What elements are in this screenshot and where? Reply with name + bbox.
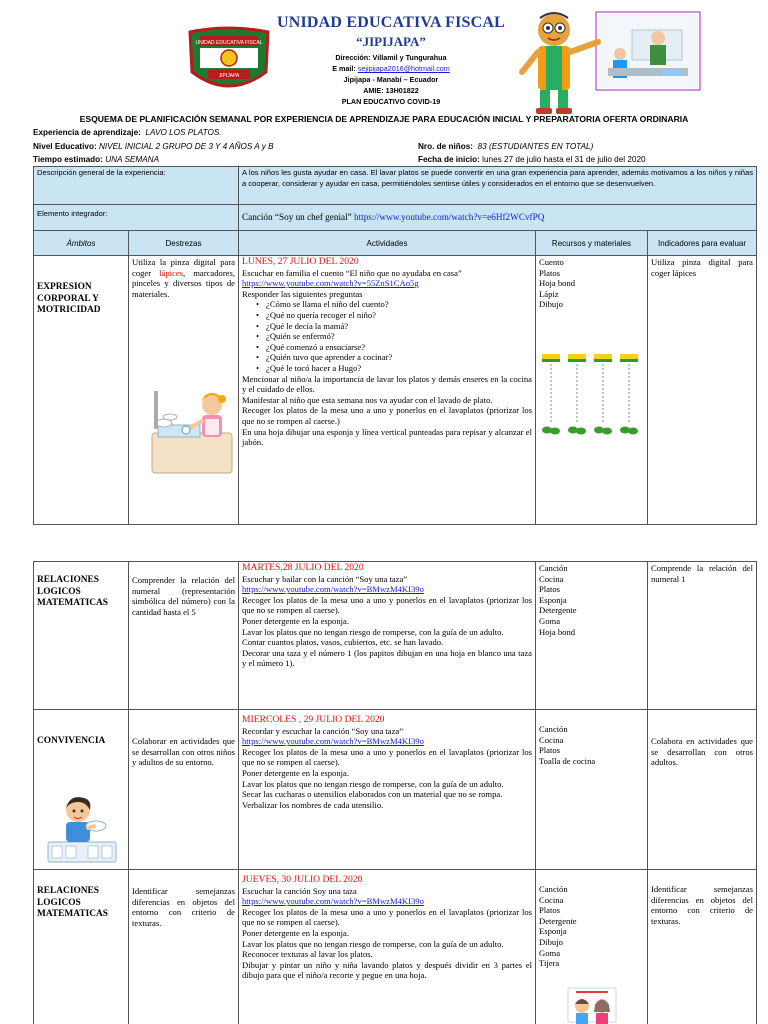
resource-item: Cocina: [539, 894, 564, 905]
resource-item: Lápiz: [539, 288, 559, 299]
monday-indicador: Utiliza pinza digital para coger lápices: [648, 256, 757, 525]
resource-item: Goma: [539, 947, 561, 958]
monday-activity-6: En una hoja dibujar una esponja y línea vertical punteadas para repisar y alcanzar el jabón.: [242, 426, 532, 448]
wednesday-row: [34, 710, 757, 870]
wednesday-date: MIERCOLES , 29 JULIO DEL 2020: [242, 714, 385, 725]
email-label: E mail:: [332, 64, 358, 73]
start-value: lunes 27 de julio hasta el 31 de julio del 2020: [482, 155, 646, 164]
crest-text-top: UNIDAD EDUCATIVA FISCAL: [195, 40, 263, 46]
wednesday-ambito: CONVIVENCIA: [34, 710, 129, 870]
resource-item: Detergente: [539, 915, 577, 926]
monday-activity-5: Recoger los platos de la mesa uno a uno y ponerlos en el lavaplatos (priorizar los que no se rompen al caerse.): [242, 405, 532, 426]
integrator-row: [34, 205, 757, 231]
level-value: NIVEL INICIAL 2 GRUPO DE 3 Y 4 AÑOS A y B: [98, 142, 274, 151]
planning-table-top: [33, 166, 757, 525]
email-line: [276, 63, 506, 74]
thursday-indicador: Identificar semejanzas diferencias en objetos del entorno con criterio de texturas.: [648, 870, 757, 1024]
resource-item: Cuento: [539, 257, 564, 267]
resource-item: Platos: [539, 745, 561, 756]
resource-item: Cocina: [539, 734, 564, 745]
wednesday-activity-2: Recoger los platos de la mesa uno a uno y ponerlos en el lavaplatos (priorizar los que no se rompen al caerse).: [242, 746, 532, 768]
thursday-activity-2: Recoger los platos de la mesa uno a uno y ponerlos en el lavaplatos (priorizar los que no se rompen al caerse).: [242, 906, 532, 928]
monday-destreza-b: , marcadores, pinceles y diversos tipos de materiales.: [132, 267, 235, 299]
col-actividades: Actividades: [239, 231, 536, 256]
tuesday-activity-2: Recoger los platos de la mesa uno a uno y ponerlos en el lavaplatos (priorizar los que no se rompen al caerse).: [242, 594, 532, 616]
question-item: • ¿Qué comenzó a ensuciarse?: [266, 342, 532, 353]
question-item: • ¿Qué no quería recoger el niño?: [266, 310, 532, 321]
school-subname: “JIPIJAPA”: [356, 34, 426, 49]
planning-table-bottom: [33, 561, 757, 1024]
resource-item: Canción: [539, 884, 568, 894]
resource-item: Dibujo: [539, 299, 563, 310]
resource-item: Platos: [539, 905, 561, 916]
col-recursos: Recursos y materiales: [536, 231, 648, 256]
monday-link[interactable]: https://www.youtube.com/watch?v=55ZnS1CAo5g: [242, 278, 419, 289]
time-value: UNA SEMANA: [105, 155, 160, 164]
tuesday-ambito: RELACIONES LOGICOS MATEMATICAS: [34, 562, 129, 710]
resource-item: Toalla de cocina: [539, 755, 596, 766]
monday-questions: [266, 299, 532, 373]
resource-item: Esponja: [539, 926, 567, 937]
document-header: [0, 0, 768, 118]
girl-washing-dishes-icon: [150, 385, 235, 475]
tuesday-date: MARTES,28 JULIO DEL 2020: [242, 562, 364, 573]
question-item: • ¿Qué le tocó hacer a Hugo?: [266, 363, 532, 374]
monday-date: LUNES, 27 JULIO DEL 2020: [242, 256, 359, 267]
thursday-date: JUEVES, 30 JULIO DEL 2020: [242, 874, 363, 885]
resource-item: Platos: [539, 584, 561, 595]
description-label: Descripción general de la experiencia:: [34, 167, 239, 205]
wednesday-activity-6: Verbalizar los nombres de cada utensilio.: [242, 799, 384, 810]
wednesday-activity-3: Poner detergente en la esponja.: [242, 767, 349, 778]
time-label: Tiempo estimado:: [33, 155, 103, 164]
resource-item: Esponja: [539, 594, 567, 605]
monday-activity-4: Manifestar al niño que esta semana nos va ayudar con el lavado de plato.: [242, 394, 493, 405]
time-line: [33, 155, 159, 164]
tuesday-row: [34, 562, 757, 710]
resource-item: Tijera: [539, 958, 560, 969]
level-line: [33, 142, 274, 151]
monday-actividades: [239, 256, 536, 525]
resource-item: Detergente: [539, 605, 577, 616]
column-header-row: [34, 231, 757, 256]
tuesday-destreza: Comprender la relación del numeral (representación simbólica del número) con la cantidad hasta el 5: [129, 562, 239, 710]
question-item: • ¿Cómo se llama el niño del cuento?: [266, 299, 532, 310]
thursday-activity-1: Escuchar la canción Soy una taza: [242, 885, 357, 896]
tuesday-activity-1: Escuchar y bailar con la canción “Soy una taza”: [242, 573, 408, 584]
tuesday-link[interactable]: https://www.youtube.com/watch?v=BMwzM4KI39o: [242, 584, 424, 595]
question-item: • ¿Quién tuvo que aprender a cocinar?: [266, 352, 532, 363]
wednesday-destreza: Colaborar en actividades que se desarrollan con otros niños y adultos de su entorno.: [129, 710, 239, 870]
thursday-link[interactable]: https://www.youtube.com/watch?v=BMwzM4KI39o: [242, 896, 424, 907]
col-destrezas: Destrezas: [129, 231, 239, 256]
monday-activity-2: Responder las siguientes preguntas: [242, 288, 363, 299]
boy-washing-dish-icon: [44, 790, 120, 866]
monday-destreza-red: lápices: [159, 267, 184, 278]
kids-label: Nro. de niños:: [418, 142, 474, 151]
experience-label: Experiencia de aprendizaje:: [33, 128, 141, 137]
tuesday-activity-6: Decorar una taza y el número 1 (los papitos dibujan en una hoja en blanco una taza y el número 1).: [242, 647, 532, 669]
resource-item: Goma: [539, 615, 561, 626]
resource-item: Canción: [539, 724, 568, 734]
wednesday-recursos: [536, 710, 648, 870]
description-row: [34, 167, 757, 205]
experience-line: [33, 128, 222, 137]
integrator-cell: [239, 205, 757, 231]
resource-item: Hoja bond: [539, 626, 576, 637]
question-item: • ¿Qué le decía la mamá?: [266, 321, 532, 332]
question-item: • ¿Quién se enfermó?: [266, 331, 532, 342]
kids-line: [418, 142, 593, 151]
thursday-ambito: RELACIONES LOGICOS MATEMATICAS: [34, 870, 129, 1024]
thursday-activity-6: Dibujar y pintar un niño y niña lavando platos y después dividir en 3 partes el dibujo para que el niño/a recorte y pegue en una hoja.: [242, 959, 532, 981]
tuesday-indicador: Comprende la relación del numeral 1: [648, 562, 757, 710]
resource-item: Platos: [539, 267, 561, 278]
wednesday-actividades: [239, 710, 536, 870]
thursday-actividades: [239, 870, 536, 1024]
monday-destreza-a: Utiliza la pinza digital para coger: [132, 257, 235, 278]
monday-activity-1: Escuchar en familia el cuento “El niño que no ayudaba en casa”: [242, 267, 462, 278]
thursday-destreza: Identificar semejanzas diferencias en objetos del entorno con criterio de texturas.: [129, 870, 239, 1024]
experience-value: LAVO LOS PLATOS.: [145, 128, 222, 137]
thursday-activity-3: Poner detergente en la esponja.: [242, 927, 349, 938]
tuesday-actividades: [239, 562, 536, 710]
monday-row: [34, 256, 757, 525]
resource-item: Cocina: [539, 573, 564, 584]
plan-name: PLAN EDUCATIVO COVID-19: [341, 97, 441, 106]
tuesday-activity-3: Poner detergente en la esponja.: [242, 615, 349, 626]
header-center: [276, 14, 506, 107]
thursday-activity-5: Reconocer texturas al lavar los platos.: [242, 949, 373, 960]
address: Dirección: Villamil y Tungurahua: [335, 53, 447, 62]
wednesday-activity-4: Lavar los platos que no tengan riesgo de romperse, con la guía de un adulto.: [242, 778, 504, 789]
level-label: Nivel Educativo:: [33, 142, 97, 151]
email-link[interactable]: sejipijapa2016@hotmail.com: [357, 64, 450, 73]
integrator-label: Elemento integrador:: [34, 205, 239, 231]
resource-item: Hoja bond: [539, 278, 576, 289]
integrator-link[interactable]: https://www.youtube.com/watch?v=e6Hf2WCvfPQ: [354, 212, 545, 223]
city: Jipijapa - Manabí – Ecuador: [343, 75, 439, 84]
sponge-worksheet-icon: [538, 350, 644, 440]
teacher-washing-icon: [512, 8, 702, 116]
wednesday-activity-1: Recordar y escuchar la canción “Soy una taza”: [242, 725, 404, 736]
thursday-activity-4: Lavar los platos que no tengan riesgo de romperse, con la guía de un adulto.: [242, 938, 504, 949]
thursday-row: [34, 870, 757, 1024]
col-indicadores: Indicadores para evaluar: [648, 231, 757, 256]
description-text: A los niños les gusta ayudar en casa. El lavar platos se puede convertir en una gran experiencia para aprender, además motivamos a los niños y niñas a cooperar, considerar y ayudar en casa, permitiéndoles sentirse útiles y considerados en el entorno que se desenvuelven.: [239, 167, 757, 205]
wednesday-link[interactable]: https://www.youtube.com/watch?v=BMwzM4KI39o: [242, 736, 424, 747]
school-name: UNIDAD EDUCATIVA FISCAL: [276, 14, 506, 31]
resource-item: Dibujo: [539, 936, 563, 947]
start-label: Fecha de inicio:: [418, 155, 480, 164]
tuesday-activity-5: Contar cuantos platos, vasos, cubiertos, etc. se han lavado.: [242, 637, 444, 648]
monday-ambito: EXPRESION CORPORAL Y MOTRICIDAD: [34, 256, 129, 525]
resource-item: Canción: [539, 563, 568, 573]
col-ambitos: Ámbitos: [34, 231, 129, 256]
kids-washing-icon: [566, 986, 618, 1024]
school-crest-icon: [186, 26, 272, 96]
kids-value: 83 (ESTUDIANTES EN TOTAL): [477, 142, 594, 151]
plan-title: ESQUEMA DE PLANIFICACIÓN SEMANAL POR EXPERIENCIA DE APRENDIZAJE PARA EDUCACIÓN INICIAL Y PREPARATORIA OFERTA ORDINARIA: [79, 114, 689, 124]
monday-activity-3: Mencionar al niño/a la importancia de lavar los platos y demás enseres en la cocina y el cuidado de ellos.: [242, 373, 532, 395]
integrator-text: Canción “Soy un chef genial”: [242, 212, 354, 223]
amie-code: AMIE: 13H01822: [363, 86, 419, 95]
start-line: [418, 155, 646, 164]
wednesday-indicador: Colabora en actividades que se desarrollan con otros adultos.: [648, 710, 757, 870]
crest-text-bottom: JIPIJAPA: [218, 73, 240, 79]
tuesday-recursos: [536, 562, 648, 710]
tuesday-activity-4: Lavar los platos que no tengan riesgo de romperse, con la guía de un adulto.: [242, 626, 504, 637]
wednesday-activity-5: Secar las cucharas o utensilios elaborados con un material que no se rompa.: [242, 789, 503, 800]
